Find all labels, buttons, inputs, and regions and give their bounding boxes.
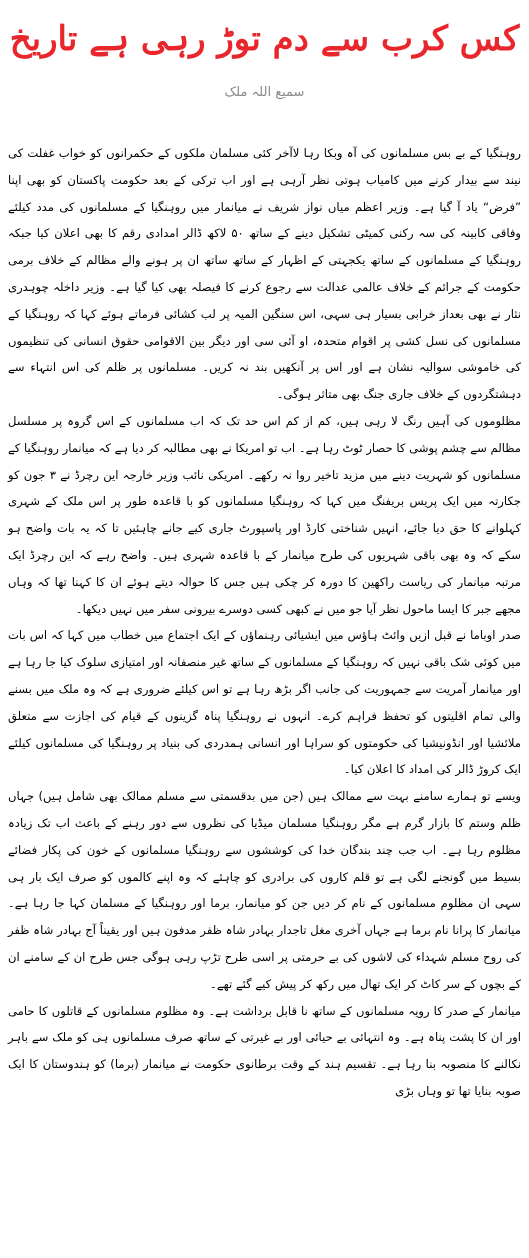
- article-paragraph: مظلوموں کی آہیں رنگ لا رہی ہیں، کم از کم اس حد تک کہ اب مسلمانوں کے اس گروہ پر مسلسل مظالم سے چشم پوشی کا حصار ٹوٹ رہا ہے۔ اب تو امریکا نے بھی مطالبہ کر دیا ہے کہ میانمار روہنگیا کے مسلمانوں کو شہریت دینے میں مزید تاخیر روا نہ رکھے۔ امریکی نائب وزیر خارجہ این رچرڈ نے ۳ جون کو جکارتہ میں ایک پریس بریفنگ میں کہا کہ روہنگیا مسلمانوں کو با قاعدہ طور پر اس ملک کے شہری کہلوانے کا حق دیا جائے، انہیں شناختی کارڈ اور پاسپورٹ جاری کیے جانے چاہئیں تا کہ یہ بات واضح ہو سکے کہ وہ بھی باقی شہریوں کی طرح میانمار کے با قاعدہ شہری ہیں۔ واضح رہے کہ این رچرڈ ایک مرتبہ میانمار کی ریاست راکھین کا دورہ کر چکی ہیں جس کا حوالہ دیتے ہوئے ان کا کہنا تھا کہ وہاں مجھے جبر کا ایسا ماحول نظر آیا جو میں نے کبھی کسی دوسرے بیرونی سفر میں نہیں دیکھا۔: [7, 413, 521, 616]
- article-paragraph: صدر اوباما نے قبل ازیں وائٹ ہاؤس میں ایشیائی رہنماؤں کے ایک اجتماع میں خطاب میں کہا کہ اس بات میں کوئی شک باقی نہیں کہ روہنگیا کے مسلمانوں کے ساتھ غیر منصفانہ اور امتیازی سلوک کیا جا رہا ہے اور میانمار آمریت سے جمہوریت کی جانب اگر بڑھ رہا ہے تو اس کیلئے ضروری ہے کہ وہ ملک میں بسنے والی تمام اقلیتوں کو تحفظ فراہم کرے۔ انہوں نے روہنگیا پناہ گزینوں کے قیام کی اجازت سے متعلق ملائشیا اور انڈونیشیا کی حکومتوں کو سراہا اور انسانی ہمدردی کی بنیاد پر روہنگیا کی مسلمانوں کیلئے ایک کروڑ ڈالر کی امداد کا اعلان کیا۔: [8, 628, 521, 777]
- article-body: [8, 140, 521, 1105]
- article-paragraph: ویسے تو ہمارے سامنے بہت سے ممالک ہیں (جن میں بدقسمتی سے مسلم ممالک بھی شامل ہیں) جہاں ظلم وستم کا بازار گرم ہے مگر روہنگیا مسلمان میڈیا کی نظروں سے دور رہنے کے باعث اب تک زیادہ مظلوم رہا ہے۔ اب جب چند بندگان خدا کی کوششوں سے روہنگیا مسلمانوں کے خون کی پکار فضائے بسیط میں گونجنے لگی ہے تو قلم کاروں کی برادری کو چاہئے کہ وہ اپنے کالموں کو صرف ایک بار ہی سہی ان مظلوم مسلمانوں کے نام کر دیں جن کو میانمار، برما اور روہنگیا کے مسلمان کہا جا رہا ہے۔ میانمار کا پرانا نام برما ہے جہاں آخری مغل تاجدار بہادر شاہ ظفر مدفون ہیں اور یقیناً آج بہادر شاہ ظفر کی روح مسلم شہداء کی لاشوں کی بے حرمتی پر اسی طرح تڑپ رہی ہوگی جس طرح ان کے سامنے ان کے بچوں کے سر کاٹ کر ایک تھال میں رکھ کر پیش کیے گئے تھے۔: [8, 789, 521, 991]
- article-paragraph: روہنگیا کے بے بس مسلمانوں کی آہ وبکا رہا لاآخر کئی مسلمان ملکوں کے حکمرانوں کو خواب غفلت کی نیند سے بیدار کرنے میں کامیاب ہوتی نظر آرہی ہے اور اب ترکی کے بعد حکومت پاکستان کو بھی اپنا ”فرض“ یاد آ گیا ہے۔ وزیر اعظم میاں نواز شریف نے میانمار میں روہنگیا کے مسلمانوں کی مدد کیلئے وفاقی کابینہ کی سہ رکنی کمیٹی تشکیل دینے کے ساتھ ۵۰ لاکھ ڈالر امدادی رقم کا بھی اعلان کیا جبکہ روہنگیا کے مسلمانوں کے ساتھ یکجہتی کے اظہار کے ساتھ ساتھ ان پر ہونے والے مظالم کے خلاف برمی حکومت کے جرائم کے خلاف عالمی عدالت سے رجوع کرنے کا فیصلہ بھی کیا گیا ہے۔ وزیر داخلہ چوہدری نثار نے بھی بعداز خرابی بسیار ہی سہی، اس سنگین المیہ پر لب کشائی فرماتے ہوئے کہا کہ روہنگیا کے مسلمانوں کی نسل کشی پر اقوام متحدہ، او آئی سی اور دیگر بین الاقوامی حقوق انسانی کی تنظیموں کی خاموشی سوالیہ نشان ہے اور اس پر آنکھیں بند نہ کریں۔ مسلمانوں پر ظلم کی اس انتہاء سے دہشتگردوں کے خلاف جاری جنگ بھی متاثر ہوگی۔: [8, 146, 521, 402]
- author-byline: سمیع اللہ ملک: [224, 85, 305, 100]
- article-headline: کس کرب سے دم توڑ رہی ہے تاریخ: [9, 19, 520, 59]
- article-paragraph: میانمار کے صدر کا رویہ مسلمانوں کے ساتھ نا قابل برداشت ہے۔ وہ مظلوم مسلمانوں کے قاتلوں کا حامی اور ان کا پشت پناہ ہے۔ وہ انتہائی بے حیائی اور بے غیرتی کے ساتھ صرف مسلمانوں ہی کو ملک سے باہر نکالنے کا منصوبہ بنا رہا ہے۔ تقسیم ہند کے وقت برطانوی حکومت نے میانمار (برما) کو ہندوستان کا ایک صوبہ بنایا تھا تو وہاں بڑی: [8, 1003, 521, 1098]
